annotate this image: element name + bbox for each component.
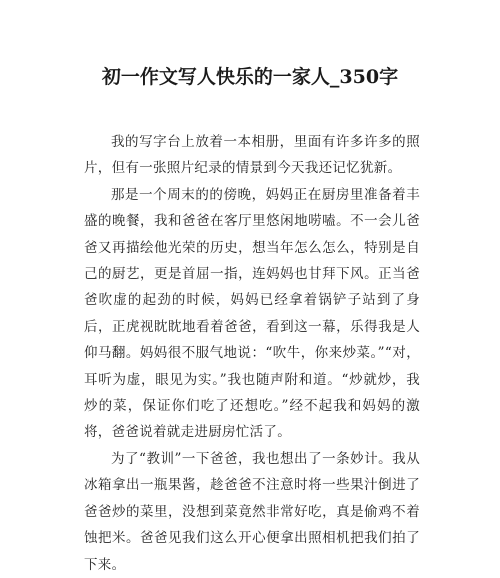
article-paragraph: 那是一个周末的的傍晚，妈妈正在厨房里准备着丰盛的晚餐，我和爸爸在客厅里悠闲地唠嗑。不一会儿爸爸又再描绘他光荣的历史，想当年怎么怎么，特别是自己的厨艺，更是首屈一指，连妈妈也甘拜下风。正当爸爸吹虚的起劲的时候，妈妈已经拿着锅铲子站到了身后，正虎视眈眈地看着爸爸，看到这一幕，乐得我是人仰马翻。妈妈很不服气地说：“吹牛，你来炒菜。”“对，耳听为虚，眼见为实。”我也随声附和道。“炒就炒，我炒的菜，保证你们吃了还想吃。”经不起我和妈妈的激将，爸爸说着就走进厨房忙活了。 xyxy=(84,186,420,441)
article-paragraph: 为了“教训”一下爸爸，我也想出了一条妙计。我从冰箱拿出一瓶果酱，趁爸爸不注意时将一些果汁倒进了爸爸炒的菜里，没想到菜竟然非常好吃，真是偷鸡不着蚀把米。爸爸见我们这么开心便拿出照相机把我们拍了下来。 xyxy=(84,450,420,573)
article-title: 初一作文写人快乐的一家人_350字 xyxy=(101,66,399,88)
article-body xyxy=(84,129,420,578)
article-paragraph: 我的写字台上放着一本相册，里面有许多许多的照片，但有一张照片纪录的情景到今天我还记忆犹新。 xyxy=(84,134,420,177)
